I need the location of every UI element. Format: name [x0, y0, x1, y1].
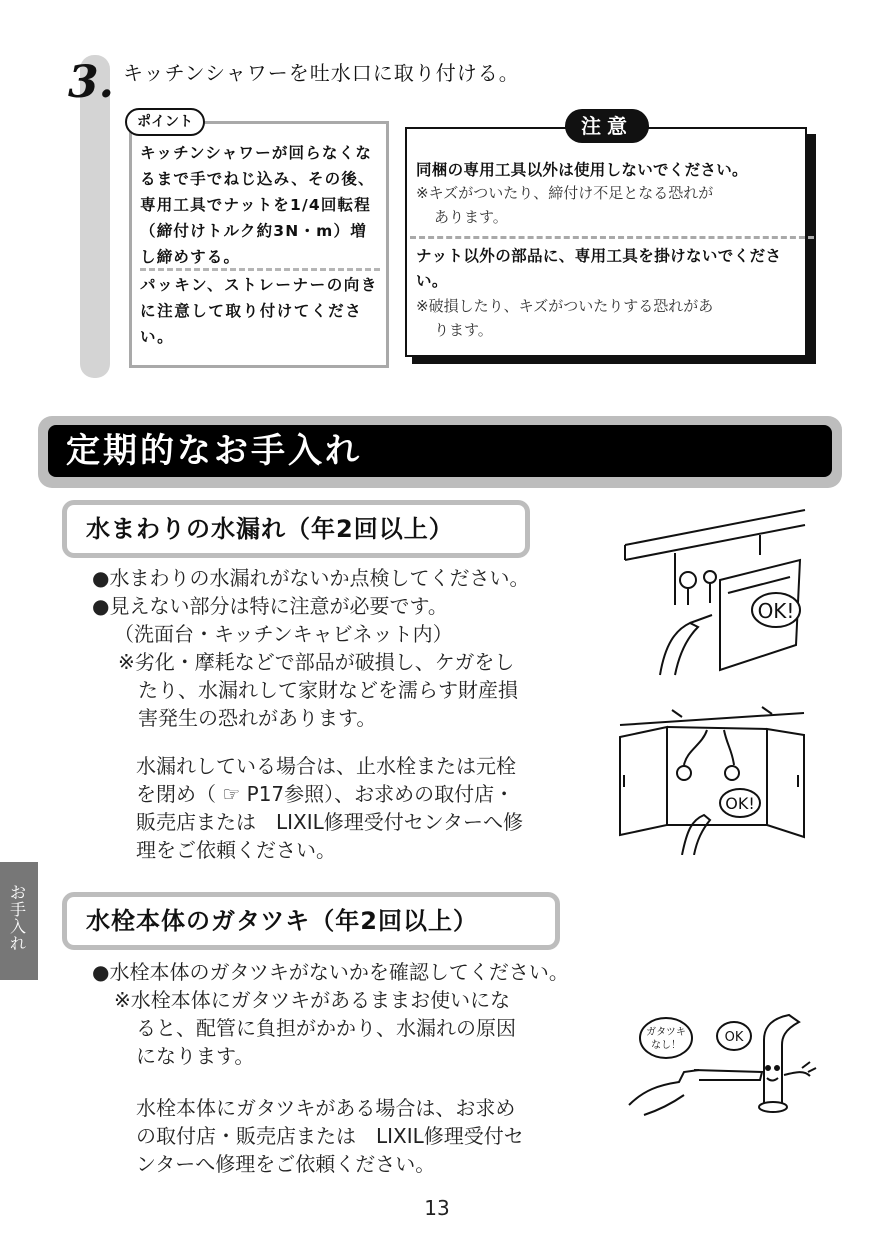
rattle-subheading: 水栓本体のガタツキ（年2回以上） [86, 907, 478, 935]
point-divider [140, 268, 380, 271]
kitchen-cabinet-illustration [620, 505, 810, 685]
leak-line: （洗面台・キッチンキャビネット内） [114, 622, 453, 646]
ok-label: OK! [757, 599, 795, 623]
rattle-line: になります。 [136, 1044, 255, 1068]
caution-item-1-note-line: あります。 [434, 208, 508, 226]
caution-item-1-note-line: ※キズがついたり、締付け不足となる恐れが [416, 184, 714, 202]
point-text-2: パッキン、ストレーナーの向きに注意して取り付けてください。 [140, 276, 379, 346]
step-number: 3. [68, 57, 114, 108]
rattle-para-line: 水栓本体にガタツキがある場合は、お求め [136, 1096, 516, 1120]
point-tag: ポイント [125, 108, 205, 136]
leak-para-line: 水漏れしている場合は、止水栓または元栓 [136, 754, 516, 778]
caution-item-2-heading: ナット以外の部品に、専用工具を掛けないでください。 [416, 247, 782, 290]
rattle-para-line: ンターへ修理をご依頼ください。 [136, 1152, 436, 1176]
caution-item-2-note [416, 294, 798, 342]
faucet-check-illustration [624, 1010, 824, 1120]
caution-item-2-note-line: ります。 [434, 321, 493, 339]
step-text: キッチンシャワーを吐水口に取り付ける。 [123, 61, 520, 85]
point-text-1: キッチンシャワーが回らなくなるまで手でねじ込み、その後、専用工具でナットを1/4回転程（締付けトルク約3N・m）増し締めする。 [140, 144, 375, 266]
leak-line: 害発生の恐れがあります。 [138, 706, 377, 730]
leak-checklist [92, 564, 612, 732]
speech-bubble [640, 1018, 692, 1058]
leak-line: ●見えない部分は特に注意が必要です。 [92, 594, 448, 618]
leak-para-line: を閉め（ ☞ P17参照）、お求めの取付店・ [136, 782, 515, 806]
rattle-para-line: の取付店・販売店または LIXIL修理受付セ [136, 1124, 524, 1148]
leak-line: たり、水漏れして家財などを濡らす財産損 [138, 678, 518, 702]
bubble-text: ガタツキ [646, 1027, 686, 1038]
leak-subheading: 水まわりの水漏れ（年2回以上） [86, 515, 454, 543]
leak-para-line: 販売店または LIXIL修理受付センターへ修 [136, 810, 523, 834]
page-number: 13 [424, 1196, 450, 1220]
caution-item-2-note-line: ※破損したり、キズがついたりする恐れがあ [416, 297, 714, 315]
ok-label: OK! [725, 794, 755, 813]
rattle-line: ると、配管に負担がかかり、水漏れの原因 [136, 1016, 516, 1040]
caution-divider [410, 236, 814, 239]
rattle-line: ※水栓本体にガタツキがあるままお使いにな [114, 988, 511, 1012]
rattle-checklist [92, 958, 612, 1070]
leak-paragraph [136, 752, 616, 864]
rattle-paragraph [136, 1094, 616, 1178]
side-tab-label: お手入れ [9, 883, 26, 953]
ok-label: OK [724, 1030, 744, 1045]
caution-item-1-note [416, 181, 798, 229]
leak-line: ●水まわりの水漏れがないか点検してください。 [92, 566, 530, 590]
bubble-text: なし！ [651, 1040, 681, 1051]
leak-line: ※劣化・摩耗などで部品が破損し、ケガをし [118, 650, 515, 674]
leak-para-line: 理をご依頼ください。 [136, 838, 336, 862]
caution-tag: 注意 [565, 109, 649, 143]
caution-item-1-heading: 同梱の専用工具以外は使用しないでください。 [416, 161, 748, 179]
section-title: 定期的なお手入れ [66, 431, 362, 471]
rattle-line: ●水栓本体のガタツキがないかを確認してください。 [92, 960, 569, 984]
open-cabinet-illustration [612, 705, 812, 855]
